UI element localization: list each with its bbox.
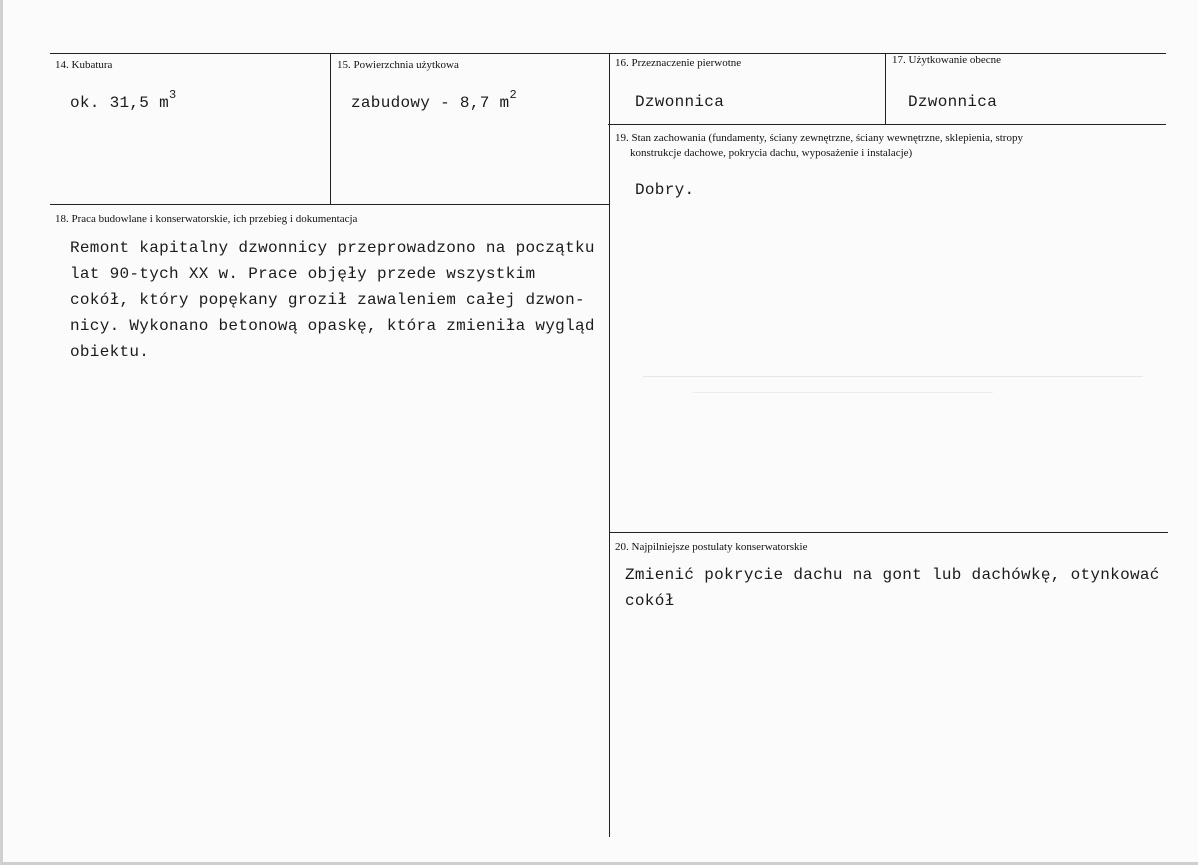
uzytkowanie-label: 17. Użytkowanie obecne	[892, 54, 1002, 66]
postulaty-line: cokół	[625, 592, 675, 610]
kubatura-value: ok. 31,5 $m^3$	[70, 88, 177, 112]
kubatura-label: 14. Kubatura	[55, 59, 113, 71]
powierzchnia-value: zabudowy - 8,7 $m^2$	[351, 88, 517, 112]
rule-above-20	[609, 532, 1168, 533]
divider-14-15	[330, 53, 331, 204]
uzytkowanie-value: Dzwonnica	[908, 93, 998, 111]
stan-label-line1: 19. Stan zachowania (fundamenty, ściany zewnętrzne, ściany wewnętrzne, sklepienia, stropy	[615, 132, 1023, 144]
prace-line: Remont kapitalny dzwonnicy przeprowadzono na początku	[70, 239, 595, 257]
prace-label: 18. Praca budowlane i konserwatorskie, ich przebieg i dokumentacja	[55, 213, 358, 225]
rule-above-18	[50, 204, 609, 205]
rule-under-16-17	[608, 124, 1166, 125]
postulaty-label: 20. Najpilniejsze postulaty konserwatorskie	[615, 541, 808, 553]
prace-line: obiektu.	[70, 343, 150, 361]
kubatura-exponent: 3	[169, 88, 177, 102]
powierzchnia-exponent: 2	[509, 88, 517, 102]
divider-center	[609, 53, 610, 837]
prace-line: lat 90-tych XX w. Prace objęły przede wszystkim	[70, 265, 536, 283]
przeznaczenie-value: Dzwonnica	[635, 93, 725, 111]
powierzchnia-label: 15. Powierzchnia użytkowa	[337, 59, 459, 71]
stan-value: Dobry.	[635, 181, 695, 199]
prace-line: cokół, który popękany groził zawaleniem całej dzwon-	[70, 291, 585, 309]
przeznaczenie-label: 16. Przeznaczenie pierwotne	[615, 57, 742, 69]
stan-label-line2: konstrukcje dachowe, pokrycia dachu, wyposażenie i instalacje)	[630, 147, 913, 159]
divider-16-17	[885, 53, 886, 124]
prace-line: nicy. Wykonano betonową opaskę, która zmieniła wygląd	[70, 317, 595, 335]
postulaty-line: Zmienić pokrycie dachu na gont lub dachówkę, otynkować	[625, 566, 1160, 584]
show-through-mark	[643, 376, 1143, 377]
show-through-mark	[693, 392, 993, 393]
